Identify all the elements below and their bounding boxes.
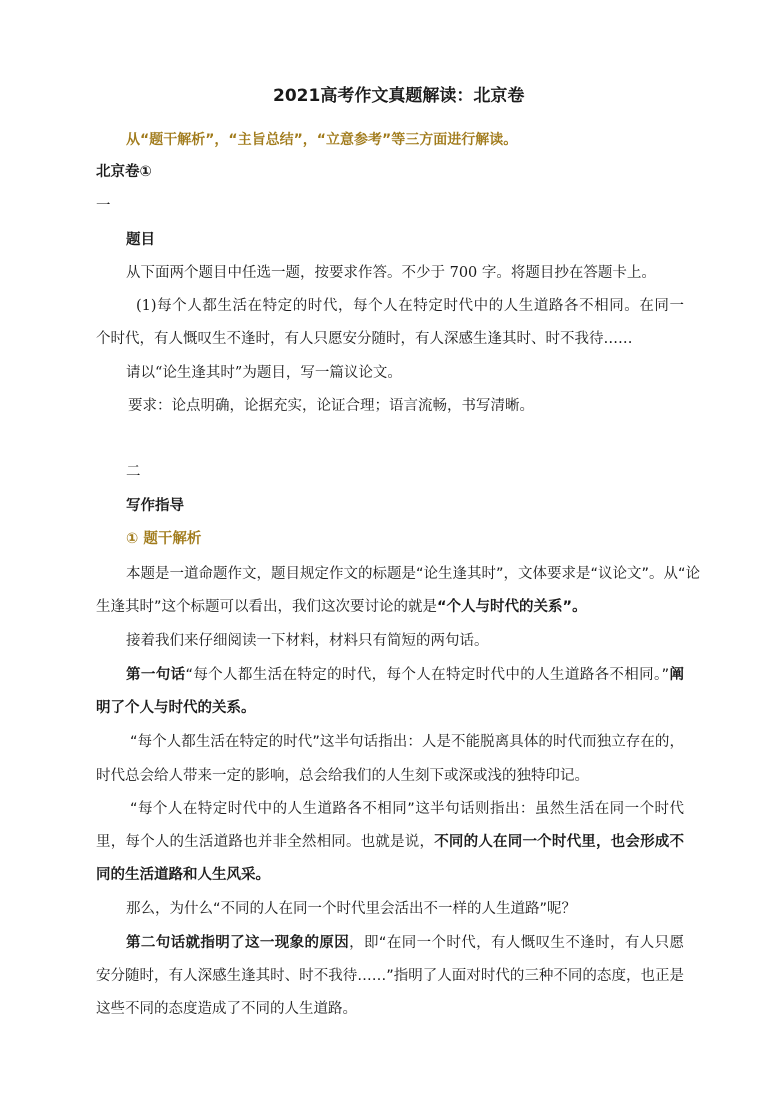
paragraph-4-line-2: 时代总会给人带来一定的影响，总会给我们的人生刻下或深或浅的独特印记。 (96, 768, 589, 784)
topic-paragraph-1: 从下面两个题目中任选一题，按要求作答。不少于 700 字。将题目抄在答题卡上。 (126, 265, 656, 281)
topic-heading: 题目 (126, 232, 155, 248)
paragraph-6: 那么，为什么“不同的人在同一个时代里会活出不一样的人生道路”呢？ (126, 901, 577, 917)
section-name: 北京卷① (96, 164, 152, 180)
paragraph-7-line-1 (126, 933, 684, 953)
topic-paragraph-2-line-1: (1)每个人都生活在特定的时代，每个人在特定时代中的人生道路各不相同。在同一 (136, 298, 684, 314)
paragraph-3-quote: “每个人都生活在特定的时代，每个人在特定时代中的人生道路各不相同。” (185, 667, 670, 683)
paragraph-7-line-3: 这些不同的态度造成了不同的人生道路。 (96, 1001, 357, 1017)
paragraph-5-line-2 (96, 832, 684, 852)
part-one-mark: 一 (96, 198, 111, 214)
paragraph-1-line-1: 本题是一道命题作文，题目规定作文的标题是“论生逢其时”，文体要求是“议论文”。从“论 (126, 566, 701, 582)
paragraph-5-line-3: 同的生活道路和人生风采。 (96, 867, 270, 883)
paragraph-7-line-2: 安分随时，有人深感生逢其时、时不我待……”指明了人面对时代的三种不同的态度，也正是 (96, 968, 684, 984)
topic-paragraph-3: 请以“论生逢其时”为题目，写一篇议论文。 (126, 365, 402, 381)
topic-paragraph-4: 要求：论点明确，论据充实，论证合理；语言流畅，书写清晰。 (128, 398, 534, 414)
paragraph-1-line-2 (96, 597, 587, 617)
paragraph-3-line-1 (126, 665, 684, 685)
paragraph-5-emphasis: 不同的人在同一个时代里，也会形成不 (434, 834, 684, 850)
paragraph-2: 接着我们来仔细阅读一下材料，材料只有简短的两句话。 (126, 633, 489, 649)
part-two-mark: 二 (126, 464, 141, 480)
paragraph-4-line-1: “每个人都生活在特定的时代”这半句话指出：人是不能脱离具体的时代而独立存在的， (130, 734, 684, 750)
paragraph-7-lead: 第二句话就指明了这一现象的原因 (126, 935, 350, 951)
topic-paragraph-2-line-2: 个时代，有人慨叹生不逢时，有人只愿安分随时，有人深感生逢其时、时不我待…… (96, 331, 633, 347)
paragraph-1-emphasis: “个人与时代的关系”。 (437, 599, 587, 615)
paragraph-3-line-2: 明了个人与时代的关系。 (96, 700, 256, 716)
paragraph-3-tail: 阐 (669, 667, 685, 683)
paragraph-5-line-1: “每个人在特定时代中的人生道路各不相同”这半句话则指出：虽然生活在同一个时代 (130, 801, 684, 817)
paragraph-7-text: ，即“在同一个时代，有人慨叹生不逢时，有人只愿 (349, 935, 684, 951)
paragraph-5-text: 里，每个人的生活道路也并非全然相同。也就是说， (96, 834, 435, 850)
paragraph-3-lead: 第一句话 (126, 667, 186, 683)
document-title: 2021高考作文真题解读：北京卷 (273, 86, 525, 106)
paragraph-1-text: 生逢其时”这个标题可以看出，我们这次要讨论的就是 (96, 599, 438, 615)
intro-text: 从“题干解析”，“主旨总结”，“立意参考”等三方面进行解读。 (126, 132, 518, 148)
analysis-heading: ① 题干解析 (126, 531, 202, 547)
guide-heading: 写作指导 (126, 498, 184, 514)
